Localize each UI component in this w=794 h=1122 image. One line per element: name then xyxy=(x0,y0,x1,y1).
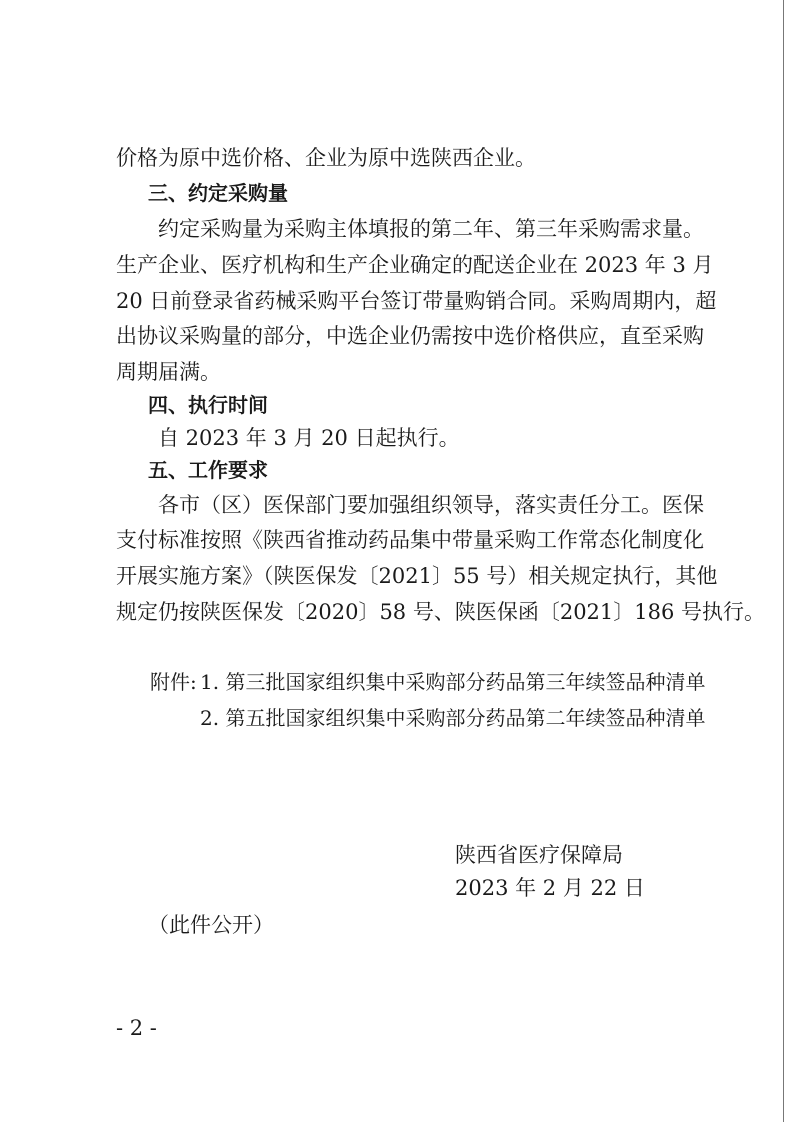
body-line: 自 2023 年 3 月 20 日起执行。 xyxy=(158,426,460,450)
body-line: 价格为原中选价格、企业为原中选陕西企业。 xyxy=(116,146,536,170)
disclosure-note: （此件公开） xyxy=(148,913,274,937)
body-line: 开展实施方案》（陕医保发〔2021〕55 号）相关规定执行，其他 xyxy=(116,564,718,588)
body-line: 周期届满。 xyxy=(116,360,221,384)
body-line: 各市（区）医保部门要加强组织领导，落实责任分工。医保 xyxy=(158,493,704,517)
scan-edge-line xyxy=(783,0,784,1122)
body-line: 出协议采购量的部分，中选企业仍需按中选价格供应，直至采购 xyxy=(116,324,704,348)
attachment-item: 1. 第三批国家组织集中采购部分药品第三年续签品种清单 xyxy=(200,670,706,694)
attachments-label: 附件: xyxy=(150,670,197,694)
page-number: - 2 - xyxy=(116,1016,157,1040)
section-heading: 五、工作要求 xyxy=(148,458,268,482)
section-heading: 四、执行时间 xyxy=(148,393,268,417)
body-line: 20 日前登录省药械采购平台签订带量购销合同。采购周期内，超 xyxy=(116,289,717,313)
attachment-item: 2. 第五批国家组织集中采购部分药品第二年续签品种清单 xyxy=(200,706,706,730)
section-heading: 三、约定采购量 xyxy=(148,181,288,205)
signature-org: 陕西省医疗保障局 xyxy=(455,843,623,867)
body-line: 规定仍按陕医保发〔2020〕58 号、陕医保函〔2021〕186 号执行。 xyxy=(116,600,766,624)
body-line: 支付标准按照《陕西省推动药品集中带量采购工作常态化制度化 xyxy=(116,528,704,552)
signature-date: 2023 年 2 月 22 日 xyxy=(455,876,645,900)
body-line: 生产企业、医疗机构和生产企业确定的配送企业在 2023 年 3 月 xyxy=(116,253,714,277)
body-line: 约定采购量为采购主体填报的第二年、第三年采购需求量。 xyxy=(158,217,704,241)
